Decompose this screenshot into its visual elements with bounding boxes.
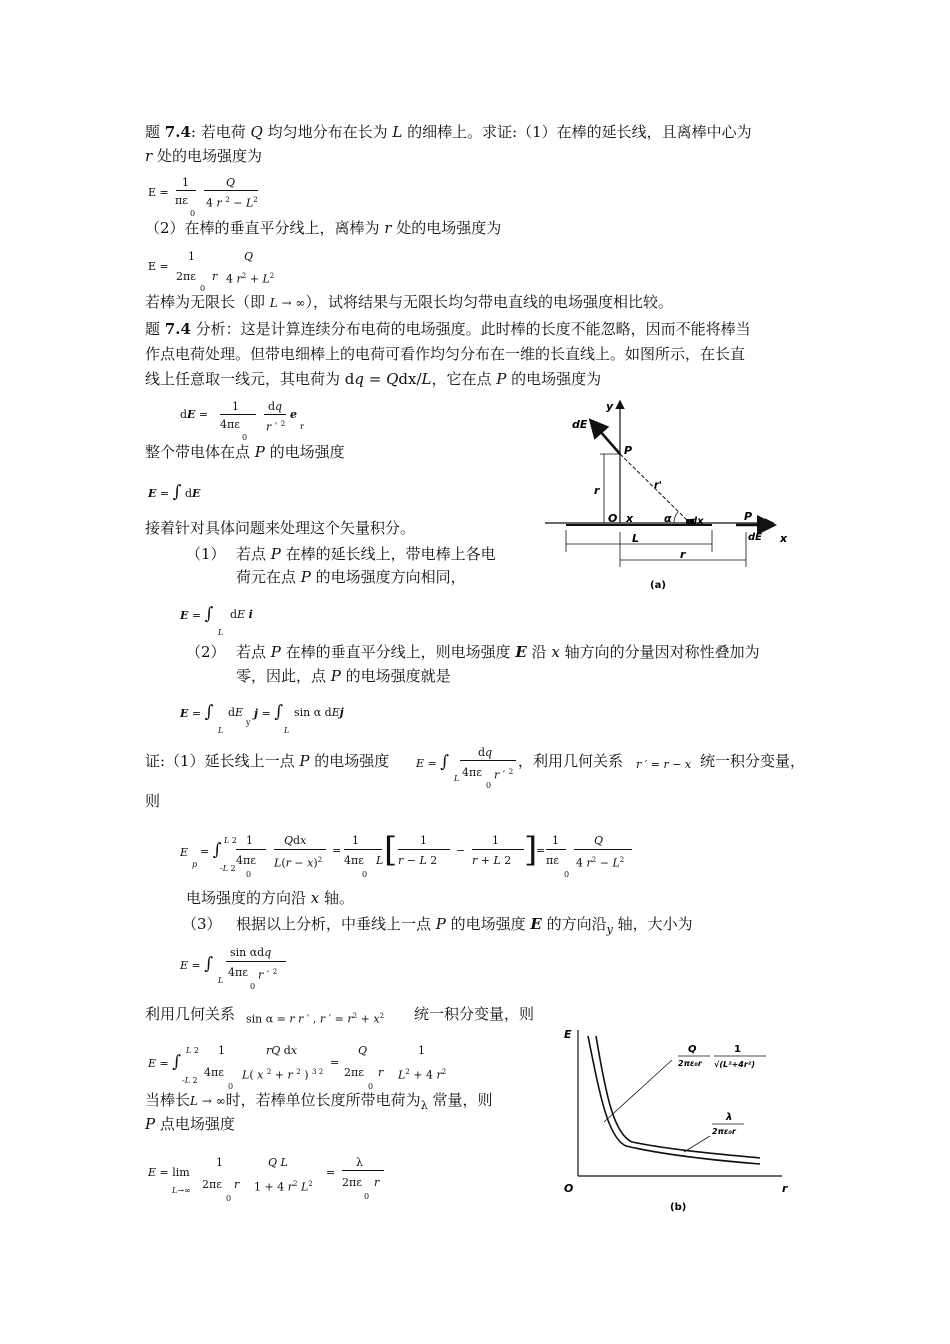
label-x: x: [780, 532, 788, 545]
text: 的电场强度方向相同，: [310, 568, 466, 586]
label1-num: Q: [688, 1044, 697, 1055]
text: 常量，则: [427, 1091, 493, 1109]
proof-3-number: [182, 914, 222, 934]
text: 若点: [236, 643, 271, 661]
text: 轴。: [319, 889, 355, 907]
proof-line-1b: [518, 751, 623, 771]
text: （2）在棒的垂直平分线上，离棒为: [145, 219, 385, 237]
equation-case-2: E = ∫ L dE y j = ∫ L sin α dEj: [180, 702, 344, 735]
text: 处的电场强度为: [152, 147, 262, 165]
case-2-text-1: [236, 642, 760, 662]
label-p-right: P: [744, 510, 753, 523]
text: 时，若棒单位长度所带电荷为: [225, 1091, 421, 1109]
text: 的电场强度就是: [340, 667, 451, 685]
case-number: （3）: [182, 915, 222, 933]
text: ，利用几何关系: [518, 752, 624, 770]
text: 分析：这是计算连续分布电荷的电场强度。此时棒的长度不能忽略，因而不能将棒当: [190, 320, 751, 338]
case-1-line-1: [186, 544, 226, 564]
var-P: P: [330, 667, 341, 685]
text: 的细棒上。求证:（1）在棒的延长线，且离棒中心为: [402, 123, 752, 141]
analysis-line-1: [145, 319, 751, 339]
problem-number: 7.4: [164, 320, 191, 338]
equation-proof-inline: E = ∫ L dq 4πε 0 r ′ $^2$: [416, 744, 516, 792]
text: 在棒的延长线上，带电棒上各电: [280, 545, 496, 563]
text: 线上任意取一线元，其电荷为 d: [145, 370, 355, 388]
caption-b: (b): [670, 1202, 687, 1213]
label-de-top: dE: [572, 418, 588, 431]
text: 题: [145, 320, 165, 338]
analysis-whole: [145, 442, 345, 462]
label-r-prime: r': [654, 480, 662, 491]
problem-part-2: [145, 218, 501, 238]
equation-de: dE = 1 4πε 0 dq r ′ $^2$ e r: [180, 400, 304, 442]
figure-a: [540, 392, 790, 592]
label-p-top: P: [624, 444, 633, 457]
text: dx/: [398, 370, 422, 388]
var-q: Q: [250, 123, 263, 141]
text: 若棒为无限长（即: [145, 293, 270, 311]
label-x-small: x: [626, 512, 634, 525]
text: 零，因此，点: [236, 667, 331, 685]
case-2-number: [186, 642, 226, 662]
label1-den: 2πε₀r: [678, 1059, 702, 1068]
label-alpha: α: [664, 512, 672, 525]
text: 整个带电体在点: [145, 443, 255, 461]
var-y: y: [606, 923, 613, 936]
pointer-1: [604, 1060, 672, 1122]
text: 的电场强度: [309, 752, 390, 770]
angle-arc: [674, 512, 678, 523]
var-L: L: [421, 370, 432, 388]
problem-number: 7.4: [164, 123, 191, 141]
var-P: P: [145, 1115, 156, 1133]
text: ），试将结果与无限长均匀带电直线的电场强度相比较。: [305, 293, 673, 311]
var-E: E: [530, 915, 542, 933]
text: 当棒长: [145, 1091, 191, 1109]
text: 证:（1）延长线上一点: [145, 752, 300, 770]
text: 若点: [236, 545, 271, 563]
text: 统一积分变量，则: [414, 1005, 535, 1023]
text: 轴方向的分量因对称性叠加为: [559, 643, 760, 661]
text: : 若电荷: [190, 123, 251, 141]
equation-2: E = 1 2πε 0 r Q 4 $r^2 + L^2$: [148, 250, 275, 293]
text: 在棒的垂直平分线上，则电场强度: [280, 643, 516, 661]
math-limit: L → ∞: [269, 296, 306, 310]
text: 的电场强度: [445, 915, 531, 933]
equation-1: E = 1 πε 0 Q 4 r $^2 - L^2$: [148, 176, 258, 218]
proof-line-1c: [700, 751, 805, 771]
caption-a: (a): [650, 580, 666, 591]
label-l: L: [632, 532, 640, 545]
text: 沿: [526, 643, 552, 661]
problem-label: 题: [145, 123, 165, 141]
de-vector-top: [592, 422, 620, 454]
problem-line-2: [145, 146, 262, 166]
var-P: P: [299, 752, 310, 770]
text: 轴，大小为: [612, 915, 693, 933]
text: 的方向沿: [541, 915, 607, 933]
var-x: x: [310, 889, 320, 907]
equation-geo-1: r ′ = r − x: [636, 758, 692, 771]
text: 的电场强度: [264, 443, 345, 461]
text: 均匀地分布在长为: [262, 123, 393, 141]
case-1-text-1: [236, 544, 496, 564]
proof-limit-2: [145, 1114, 235, 1134]
var-P: P: [270, 545, 281, 563]
analysis-next: [145, 518, 415, 538]
text: 荷元在点: [236, 568, 301, 586]
var-r: r: [145, 147, 153, 165]
case-1-text-2: [236, 567, 466, 587]
text: 处的电场强度为: [391, 219, 502, 237]
equation-geo-2: sin α = r r ′ , r ′ = $r^2 + x^2$: [246, 1012, 385, 1026]
analysis-line-3: [145, 369, 601, 389]
proof-geo-b: [414, 1004, 534, 1024]
proof-3-text: [236, 914, 693, 940]
var-l: L: [392, 123, 403, 141]
text: 电场强度的方向沿: [186, 889, 311, 907]
equation-perp: E = ∫ L sin αdq 4πε 0 r ′ $^2$: [180, 944, 290, 992]
text: ，它在点: [431, 370, 497, 388]
label-e-axis: E: [564, 1028, 572, 1041]
pointer-2: [684, 1136, 710, 1152]
text: 则: [145, 792, 161, 810]
label-r-axis: r: [782, 1182, 788, 1195]
var-lambda: λ: [420, 1099, 428, 1112]
var-P: P: [496, 370, 507, 388]
text: 根据以上分析，中垂线上一点: [236, 915, 436, 933]
var-P: P: [270, 643, 281, 661]
proof-direction: [186, 888, 354, 908]
var-P: P: [300, 568, 311, 586]
text: 统一积分变量，: [700, 752, 806, 770]
figure-b: [560, 1026, 800, 1216]
proof-line-1: [145, 751, 389, 771]
proof-limit: [145, 1090, 492, 1116]
label-r-left: r: [594, 484, 600, 497]
text: 接着针对具体问题来处理这个矢量积分。: [145, 519, 416, 537]
problem-infinite: [145, 292, 673, 313]
label1-frac-den: √(L²+4r²): [714, 1060, 755, 1069]
curve-finite: [588, 1036, 760, 1164]
var-P: P: [254, 443, 265, 461]
case-2-text-2: [236, 666, 451, 686]
equation-integral-e: E = ∫ dE: [148, 482, 201, 502]
label-r-bottom: r: [680, 548, 686, 561]
label2-num: λ: [726, 1112, 733, 1123]
equation-case-1: E = ∫ L dE i: [180, 604, 253, 637]
math-limit: L → ∞: [190, 1094, 226, 1108]
var-r: r: [384, 219, 392, 237]
label-de-right: dE: [748, 532, 762, 543]
text: 的电场强度为: [506, 370, 602, 388]
text: =: [363, 370, 387, 388]
label-y: y: [606, 400, 614, 413]
label-dx: dx: [690, 516, 704, 527]
var-Q: Q: [386, 370, 399, 388]
var-x: x: [551, 643, 560, 661]
text: 作点电荷处理。但带电细棒上的电荷可看作均匀分布在一维的长直线上。如图所示，在长直: [145, 345, 746, 363]
problem-line-1: [145, 122, 752, 142]
label2-den: 2πε₀r: [712, 1127, 736, 1136]
label-o: O: [608, 512, 618, 525]
case-number: （2）: [186, 643, 226, 661]
proof-geo: [145, 1004, 235, 1024]
text: 点电场强度: [155, 1115, 235, 1133]
equation-ep: E p = ∫ L 2 -L 2 1 4πε 0 Qdx $L(r - x)^2$ = 1 4πε 0 L [ 1 r − L 2 − 1 r + L 2 ] = 1 πε 0 Q 4 $r^2 - L^2$: [180, 830, 640, 880]
proof-then: [145, 791, 160, 811]
equation-limit: E = lim L→∞ 1 2πε 0 r Q L 1 + 4 $r^2$ $L^2$ = λ 2πε 0 r: [148, 1154, 388, 1204]
case-number: （1）: [186, 545, 226, 563]
label1-frac-num: 1: [734, 1044, 741, 1055]
var-q: q: [354, 370, 364, 388]
analysis-line-2: [145, 344, 745, 364]
var-P: P: [435, 915, 446, 933]
var-E: E: [515, 643, 527, 661]
text: 利用几何关系: [145, 1005, 236, 1023]
equation-perp-result: E = ∫ L 2 -L 2 1 4πε 0 rQ dx L( x $^2$ + r $^2$ ) $^{3 2}$ = Q 2πε 0 r 1 $L^2 + 4$ $r^2$: [148, 1044, 447, 1091]
label-o: O: [564, 1182, 574, 1195]
